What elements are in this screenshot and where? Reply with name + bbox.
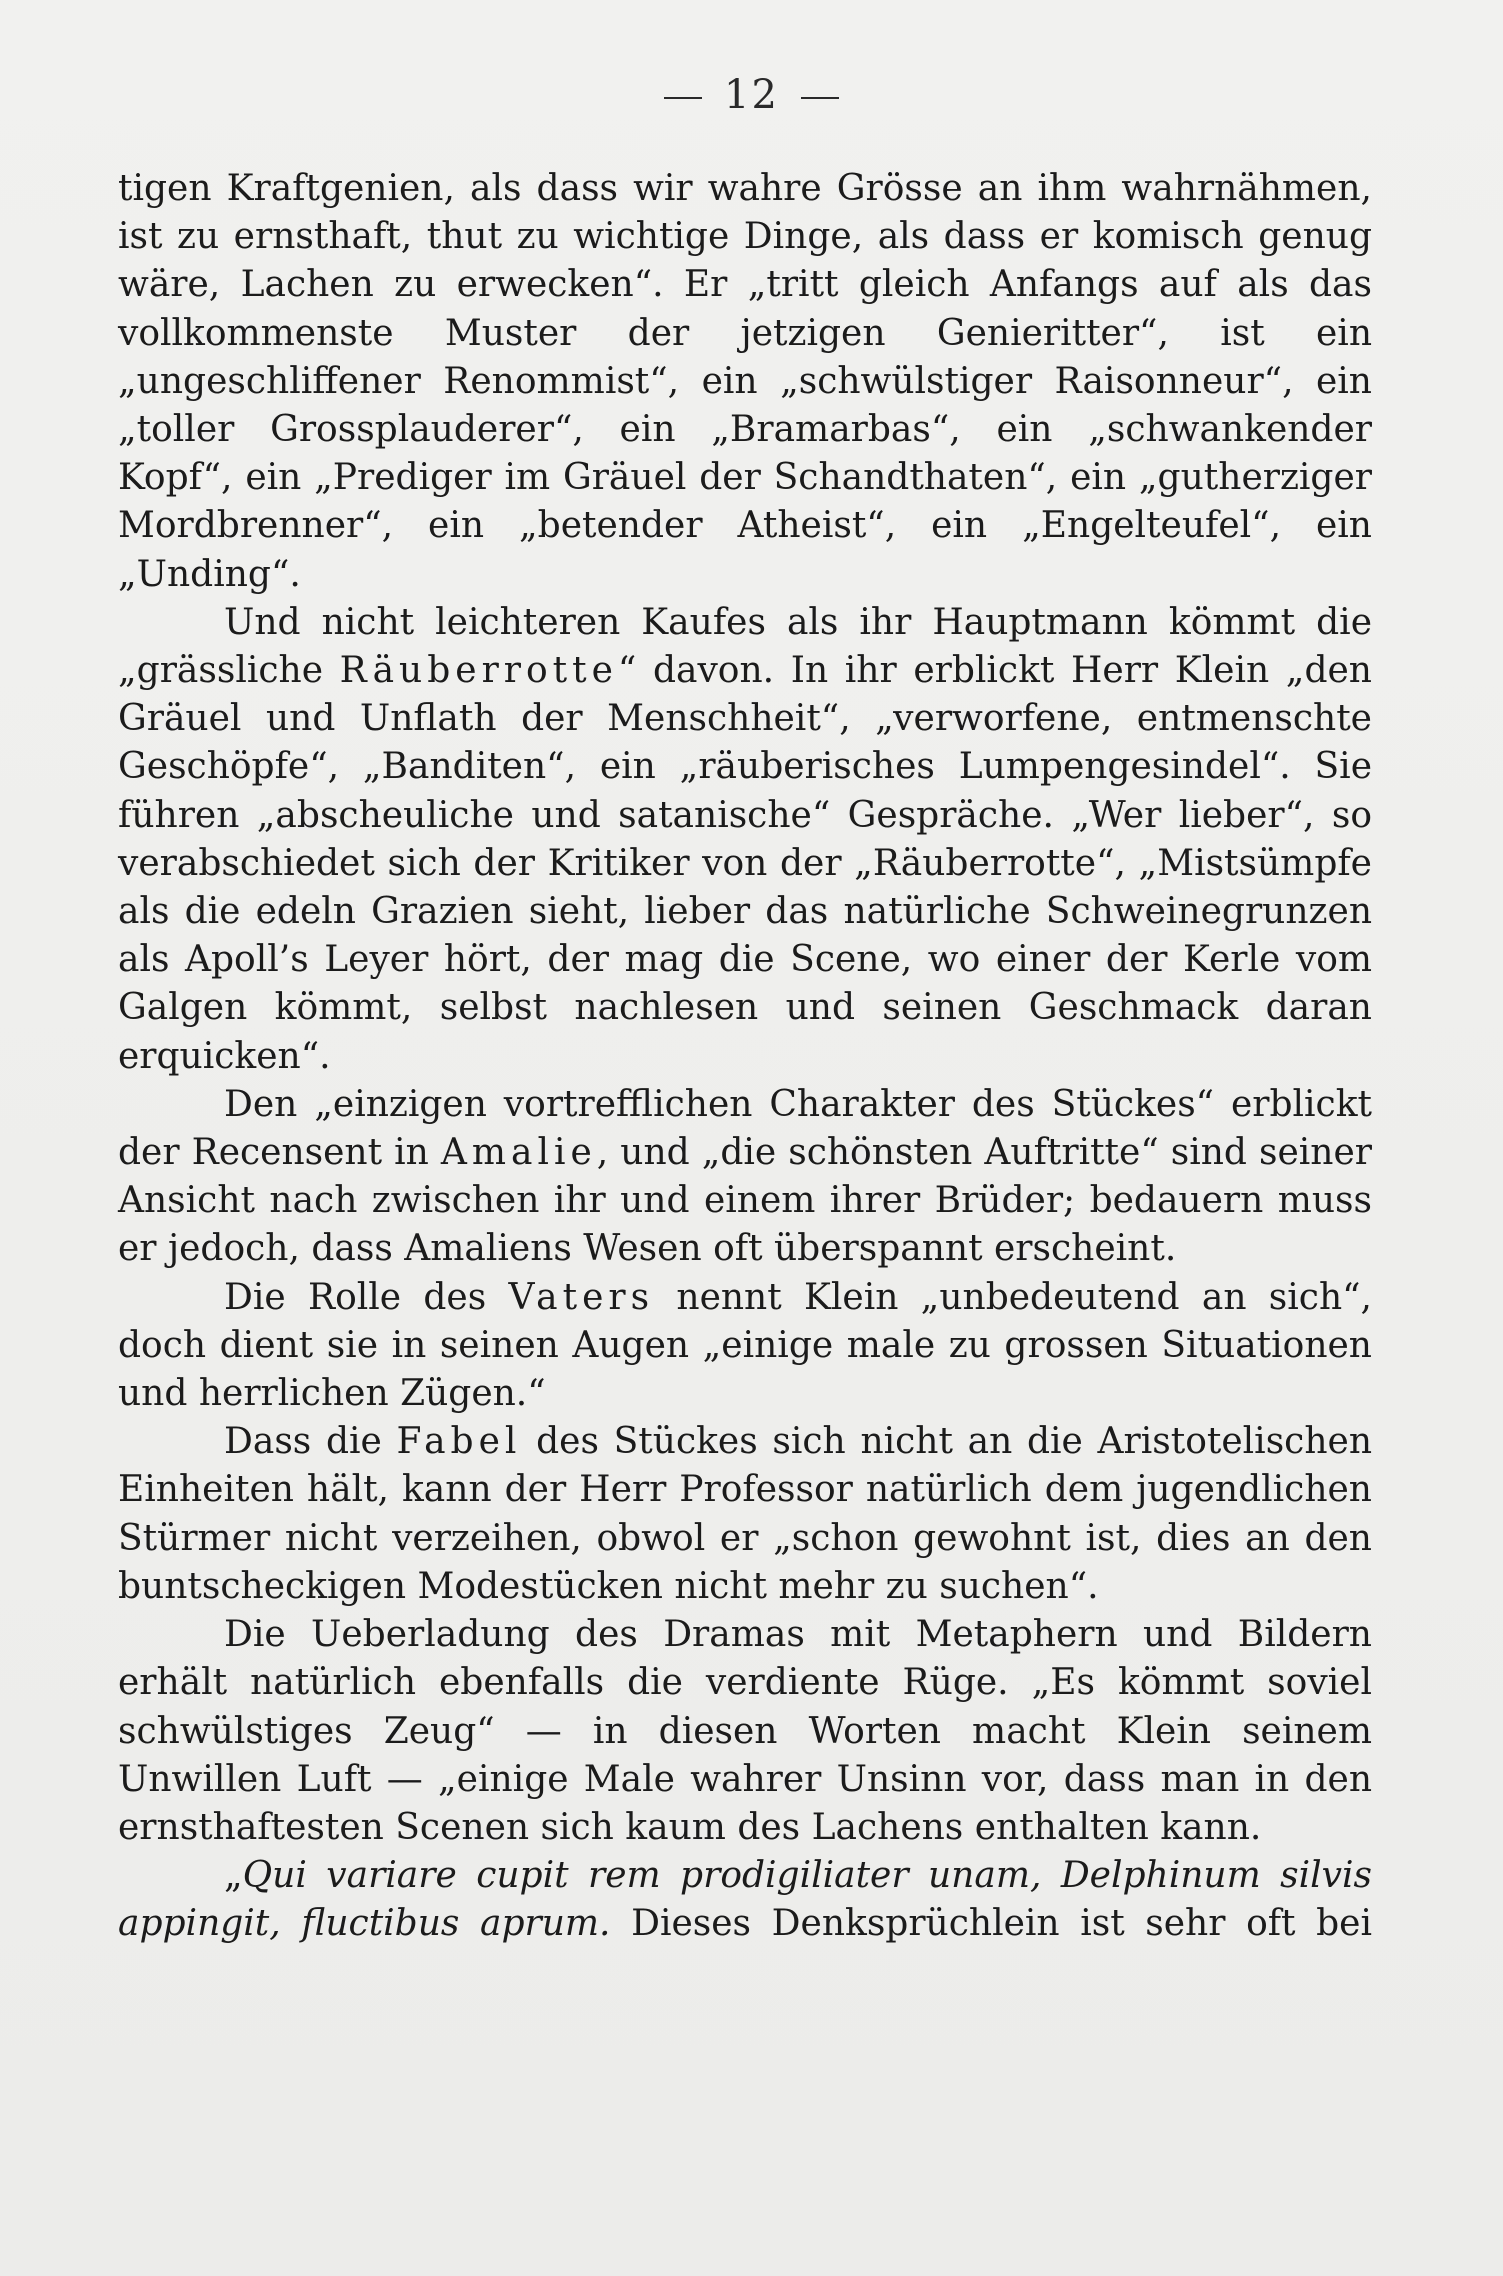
emphasized-word: Fabel bbox=[396, 1421, 522, 1463]
text-run: , und „die schönsten Auftritte“ sind seiner Ansicht nach zwischen ihr und einem ihrer Brüder; bedauern muss er jedoch, dass Amaliens Wesen oft überspannt erscheint. bbox=[118, 1132, 1372, 1270]
paragraph bbox=[118, 599, 1372, 1081]
text-run: Und nicht leichteren Kaufes als ihr Hauptmann kömmt die „grässliche bbox=[118, 601, 1372, 692]
text-run: “ davon. In ihr erblickt Herr Klein „den Gräuel und Unflath der Menschheit“, „verworfene, entmenschte Geschöpfe“, „Banditen“, ein „räuberisches Lumpengesindel“. Sie führen „abscheuliche und satanische“ Gespräche. „Wer lieber“, so verabschiedet sich der Kritiker von der „Räuberrotte“, „Mistsümpfe als die edeln Grazien sieht, lieber das natürliche Schweinegrunzen als Apoll’s Leyer hört, der mag die Scene, wo einer der Kerle vom Galgen kömmt, selbst nachlesen und seinen Geschmack daran erquicken“. bbox=[118, 650, 1372, 1077]
paragraph bbox=[118, 1081, 1372, 1274]
header-dash-right bbox=[801, 97, 839, 99]
paragraph bbox=[118, 1418, 1372, 1611]
text-run: Dass die bbox=[224, 1421, 397, 1463]
text-run: „ bbox=[224, 1855, 243, 1897]
text-run: Die Ueberladung des Dramas mit Metaphern und Bildern erhält natürlich ebenfalls die verdiente Rüge. „Es kömmt soviel schwülstiges Zeug“ — in diesen Worten macht Klein seinem Unwillen Luft — „einige Male wahrer Unsinn vor, dass man in den ernsthaftesten Scenen sich kaum des Lachens enthalten kann. bbox=[118, 1614, 1372, 1848]
latin-quote: Qui variare cupit rem prodigiliater unam, Delphinum silvis appingit, fluctibus aprum. bbox=[118, 1855, 1372, 1945]
body-text bbox=[118, 165, 1372, 1949]
paragraph bbox=[118, 165, 1372, 599]
page-number: 12 bbox=[724, 72, 779, 118]
paragraph bbox=[118, 1852, 1372, 1948]
text-run: des Stückes sich nicht an die Aristotelischen Einheiten hält, kann der Herr Professor natürlich dem jugendlichen Stürmer nicht verzeihen, obwol er „schon gewohnt ist, dies an den buntscheckigen Modestücken nicht mehr zu suchen“. bbox=[118, 1421, 1373, 1607]
text-run: nennt Klein „unbedeutend an sich“, doch dient sie in seinen Augen „einige male zu grossen Situationen und herrlichen Zügen.“ bbox=[118, 1276, 1372, 1415]
text-run: Den „einzigen vortrefflichen Charakter des Stückes“ erblickt der Recensent in bbox=[118, 1083, 1372, 1174]
text-run: tigen Kraftgenien, als dass wir wahre Grösse an ihm wahrnähmen, ist zu ernsthaft, thut zu wichtige Dinge, als dass er komisch genug wäre, Lachen zu erwecken“. Er „tritt gleich Anfangs auf als das vollkommenste Muster der jetzigen Genieritter“, ist ein „ungeschliffener Renommist“, ein „schwülstiger Raisonneur“, ein „toller Grossplauderer“, ein „Bramarbas“, ein „schwankender Kopf“, ein „Prediger im Gräuel der Schandthaten“, ein „gutherziger Mordbrenner“, ein „betender Atheist“, ein „Engelteufel“, ein „Unding“. bbox=[118, 168, 1372, 595]
header-dash-left bbox=[664, 97, 702, 99]
paragraph bbox=[118, 1274, 1372, 1419]
emphasized-word: Räuberrotte bbox=[339, 650, 618, 692]
text-run: Die Rolle des bbox=[224, 1276, 509, 1318]
paragraph bbox=[118, 1611, 1372, 1852]
emphasized-word: Amalie bbox=[440, 1132, 597, 1174]
page-header bbox=[0, 72, 1503, 118]
text-run: Dieses Denksprüchlein ist sehr oft bei bbox=[610, 1903, 1373, 1945]
emphasized-word: Vaters bbox=[508, 1276, 655, 1318]
